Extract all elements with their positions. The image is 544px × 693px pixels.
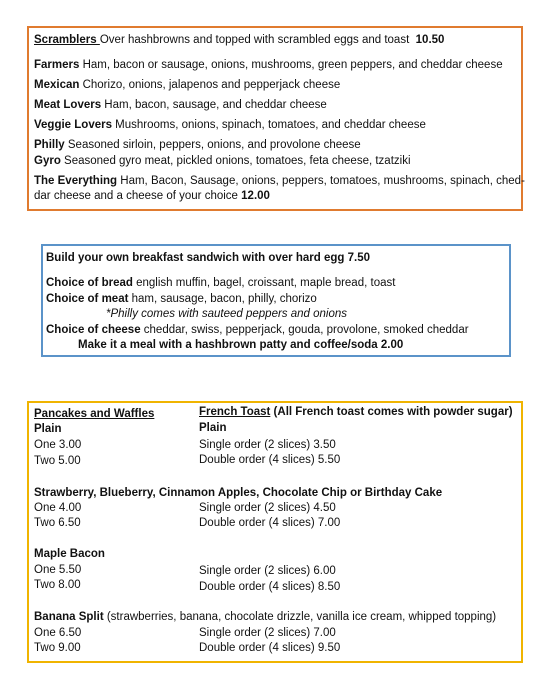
pancakes-title-text: Pancakes and Waffles (34, 408, 155, 420)
bread-label: Choice of bread (46, 277, 133, 289)
menu-item-gyro (34, 154, 411, 168)
price-two: Two 6.50 (34, 517, 81, 529)
price-single: Single order (2 slices) 4.50 (199, 502, 336, 514)
french-toast-title-text: French Toast (199, 406, 271, 418)
section-name: Plain (34, 423, 62, 435)
scramblers-price: 10.50 (415, 34, 445, 46)
section-name: Strawberry, Blueberry, Cinnamon Apples, Chocolate Chip or Birthday Cake (34, 487, 443, 499)
meat-label: Choice of meat (46, 293, 129, 305)
section-banana-split (34, 610, 496, 624)
meat-choice (46, 292, 317, 306)
scramblers-desc: Over hashbrowns and topped with scrambled eggs and toast (99, 34, 410, 46)
price-two: Two 9.00 (34, 642, 81, 654)
item-desc: Ham, bacon, sausage, and cheddar cheese (101, 99, 327, 111)
french-toast-title (199, 405, 513, 419)
item-desc: Mushrooms, onions, spinach, tomatoes, and cheddar cheese (111, 119, 426, 131)
item-name: Gyro (34, 155, 61, 167)
meal-text: Make it a meal with a hashbrown patty and coffee/soda 2.00 (78, 339, 404, 351)
bread-options: english muffin, bagel, croissant, maple bread, toast (132, 277, 396, 289)
menu-item-mexican (34, 78, 340, 92)
item-name: Farmers (34, 59, 80, 71)
item-price: 12.00 (241, 190, 270, 202)
section-name: Banana Split (34, 611, 104, 623)
pancakes-title (34, 407, 154, 421)
cheese-label: Choice of cheese (46, 324, 141, 336)
section-plain-right (199, 421, 226, 435)
section-name: Plain (199, 422, 227, 434)
item-name: The Everything (34, 175, 118, 187)
section-fruit (34, 486, 442, 500)
item-name: Mexican (34, 79, 80, 91)
menu-item-veggie-lovers (34, 118, 426, 132)
item-desc: Ham, bacon or sausage, onions, mushrooms, green peppers, and cheddar cheese (79, 59, 503, 71)
menu-item-everything (34, 174, 525, 188)
price-double: Double order (4 slices) 5.50 (199, 454, 341, 466)
cheese-choice (46, 323, 469, 337)
cheese-options: cheddar, swiss, pepperjack, gouda, provolone, smoked cheddar (140, 324, 469, 336)
menu-item-philly (34, 138, 361, 152)
item-desc: Chorizo, onions, jalapenos and pepperjack cheese (79, 79, 341, 91)
price-two: Two 5.00 (34, 455, 81, 467)
french-toast-note: (All French toast comes with powder sugar) (270, 406, 513, 418)
scramblers-title: Scramblers (34, 34, 100, 46)
menu-item-farmers (34, 58, 503, 72)
menu-item-meat-lovers (34, 98, 327, 112)
scramblers-heading (34, 33, 444, 47)
item-desc: dar cheese and a cheese of your choice (34, 190, 238, 202)
section-maple-bacon (34, 547, 105, 561)
price-one: One 5.50 (34, 564, 82, 576)
price-one: One 3.00 (34, 439, 82, 451)
meat-options: ham, sausage, bacon, philly, chorizo (128, 293, 317, 305)
sandwich-title (46, 251, 370, 265)
item-name: Veggie Lovers (34, 119, 112, 131)
item-name: Philly (34, 139, 65, 151)
sandwich-title-text: Build your own breakfast sandwich with over hard egg 7.50 (46, 252, 370, 264)
section-name: Maple Bacon (34, 548, 105, 560)
item-desc: Seasoned gyro meat, pickled onions, tomatoes, feta cheese, tzatziki (60, 155, 411, 167)
menu-item-everything-cont (34, 189, 270, 203)
bread-choice (46, 276, 395, 290)
price-double: Double order (4 slices) 8.50 (199, 581, 341, 593)
price-single: Single order (2 slices) 7.00 (199, 627, 336, 639)
price-single: Single order (2 slices) 6.00 (199, 565, 336, 577)
item-desc: Ham, Bacon, Sausage, onions, peppers, tomatoes, mushrooms, spinach, ched- (117, 175, 525, 187)
section-desc: (strawberries, banana, chocolate drizzle, vanilla ice cream, whipped topping) (103, 611, 497, 623)
price-one: One 6.50 (34, 627, 82, 639)
item-desc: Seasoned sirloin, peppers, onions, and provolone cheese (64, 139, 361, 151)
philly-note: *Philly comes with sauteed peppers and onions (106, 308, 348, 320)
price-single: Single order (2 slices) 3.50 (199, 439, 336, 451)
section-plain (34, 422, 61, 436)
price-double: Double order (4 slices) 7.00 (199, 517, 341, 529)
price-one: One 4.00 (34, 502, 82, 514)
price-two: Two 8.00 (34, 579, 81, 591)
price-double: Double order (4 slices) 9.50 (199, 642, 341, 654)
meal-upgrade (78, 338, 403, 352)
item-name: Meat Lovers (34, 99, 102, 111)
